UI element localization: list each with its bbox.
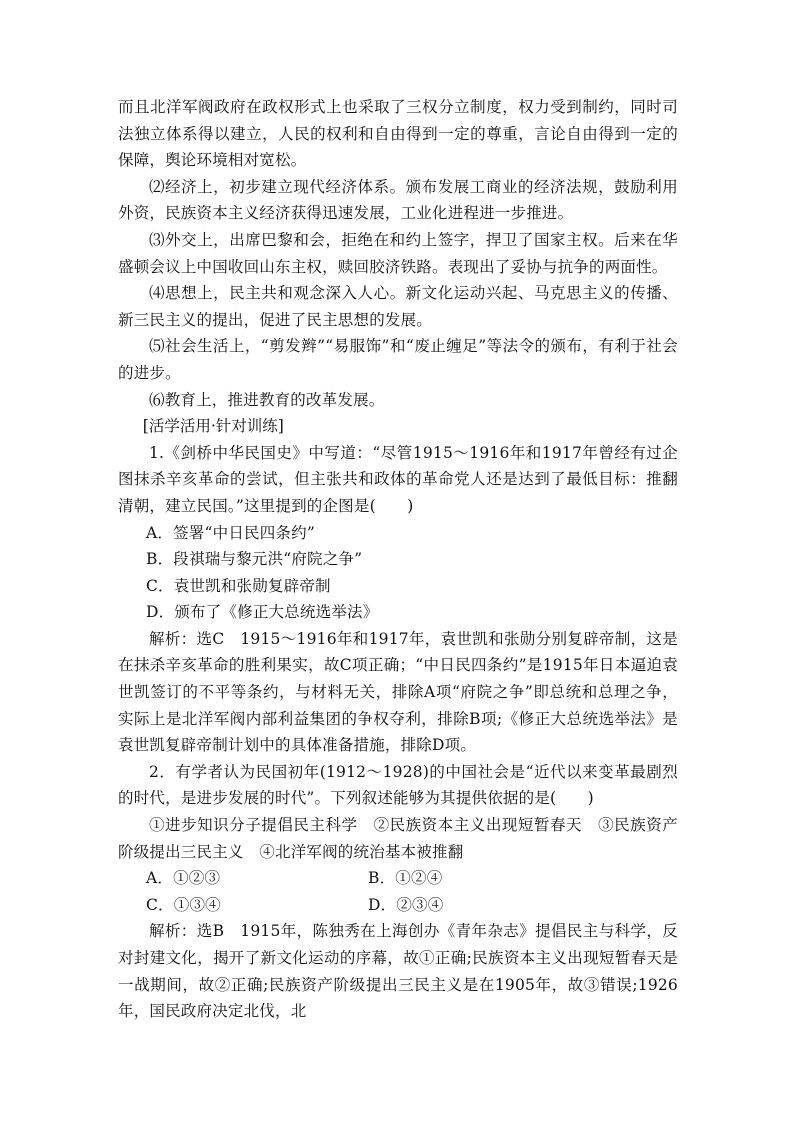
question-2-analysis: 解析：选B 1915年，陈独秀在上海创办《青年杂志》提倡民主与科学，反对封建文化，揭开了新文化运动的序幕，故①正确;民族资本主义出现短暂春天是一战期间，故②正确;民族资产阶级提出三民主义是在1905年，故③错误;1926年，国民政府决定北伐，北 bbox=[118, 922, 678, 1021]
paragraph-social-life: ⑸社会生活上，“剪发辫”“易服饰”和“废止缠足”等法令的颁布，有利于社会的进步。 bbox=[118, 337, 678, 382]
question-2-option-c: C．①③④ bbox=[146, 895, 221, 914]
question-2 bbox=[118, 759, 678, 1025]
paragraph-ideological: ⑷思想上，民主共和观念深入人心。新文化运动兴起、马克思主义的传播、新三民主义的提出，促进了民主思想的发展。 bbox=[118, 284, 678, 329]
section-label: [活学活用·针对训练] bbox=[142, 417, 284, 436]
question-1-analysis: 解析：选C 1915～1916年和1917年，袁世凯和张勋分别复辟帝制，这是在抹杀辛亥革命的胜利果实，故C项正确；“中日民四条约”是1915年日本逼迫袁世凯签订的不平等条约，与材料无关，排除A项“府院之争”即总统和总理之争，实际上是北洋军阀内部利益集团的争权夺利，排除B项;《修正大总统选举法》是袁世凯复辟帝制计划中的具体准备措施，排除D项。 bbox=[118, 629, 678, 755]
question-1 bbox=[118, 440, 678, 759]
paragraph-diplomatic: ⑶外交上，出席巴黎和会，拒绝在和约上签字，捍卫了国家主权。后来在华盛顿会议上中国收回山东主权，赎回胶济铁路。表现出了妥协与抗争的两面性。 bbox=[118, 230, 678, 276]
question-1-option-d: D．颁布了《修正大总统选举法》 bbox=[146, 603, 379, 622]
question-2-options-row-2 bbox=[118, 892, 678, 919]
paragraph-economic: ⑵经济上，初步建立现代经济体系。颁布发展工商业的经济法规，鼓励利用外资，民族资本主义经济获得迅速发展，工业化进程进一步推进。 bbox=[118, 177, 678, 223]
question-1-option-a: A．签署“中日民四条约” bbox=[146, 523, 315, 542]
question-2-options-row-1 bbox=[118, 865, 678, 892]
question-1-option-b: B．段祺瑞与黎元洪“府院之争” bbox=[146, 550, 363, 569]
question-1-stem: 1.《剑桥中华民国史》中写道：“尽管1915～1916年和1917年曾经有过企图抹杀辛亥革命的尝试，但主张共和政体的革命党人还是达到了最低目标：推翻清朝，建立民国。”这里提到的企图是( ) bbox=[118, 443, 678, 515]
question-2-stem: 2．有学者认为民国初年(1912～1928)的中国社会是“近代以来变革最剧烈的时代，是进步发展的时代”。下列叙述能够为其提供依据的是( ) bbox=[118, 762, 678, 808]
question-2-items: ①进步知识分子提倡民主科学 ②民族资本主义出现短暂春天 ③民族资产阶级提出三民主义 ④北洋军阀的统治基本被推翻 bbox=[118, 816, 678, 861]
question-2-option-a: A．①②③ bbox=[146, 869, 221, 888]
paragraph-education: ⑹教育上，推进教育的改革发展。 bbox=[149, 390, 385, 409]
question-2-option-b: B．①②④ bbox=[368, 869, 443, 888]
question-2-option-d: D．②③④ bbox=[368, 895, 444, 914]
paragraph-political: 而且北洋军阀政府在政权形式上也采取了三权分立制度，权力受到制约，同时司法独立体系得以建立，人民的权利和自由得到一定的尊重，言论自由得到一定的保障，舆论环境相对宽松。 bbox=[118, 98, 678, 170]
document-page bbox=[118, 94, 678, 1025]
question-1-option-c: C．袁世凯和张勋复辟帝制 bbox=[146, 576, 331, 595]
